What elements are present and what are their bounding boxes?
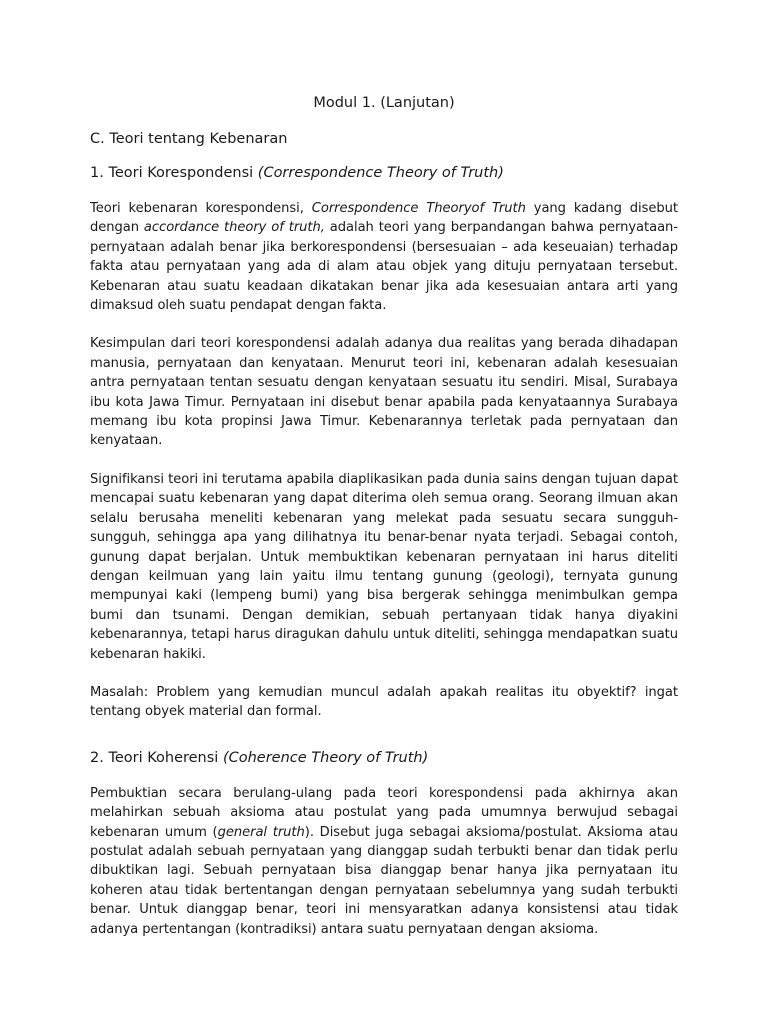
section-heading: C. Teori tentang Kebenaran	[90, 131, 288, 147]
text-run: adalah teori yang berpandangan bahwa pernyataan-pernyataan adalah benar jika berkorespondensi (bersesuaian – ada keseuaian) terhadap fakta atau pernyataan yang ada di alam atau objek yang dituju pernyataan tersebut. Kebenaran atau suatu keadaan dikatakan benar jika ada kesesuaian antara arti yang dimaksud oleh suatu pendapat dengan fakta.	[90, 220, 678, 314]
italic-term: Correspondence Theoryof Truth	[311, 201, 526, 216]
text-run: yang kadang disebut dengan	[90, 201, 678, 236]
theory2-heading	[90, 748, 678, 768]
theory1-paragraph-4: Masalah: Problem yang kemudian muncul adalah apakah realitas itu obyektif? ingat tentang obyek material dan formal.	[90, 684, 678, 720]
theory1-heading	[90, 163, 678, 183]
theory1-paragraph-2: Kesimpulan dari teori korespondensi adalah adanya dua realitas yang berada dihadapan manusia, pernyataan dan kenyataan. Menurut teori ini, kebenaran adalah kesesuaian antra pernyataan tentan sesuatu dengan kenyataan sesuatu itu sendiri. Misal, Surabaya ibu kota Jawa Timur. Pernyataan ini disebut benar apabila pada kenyataannya Surabaya memang ibu kota propinsi Jawa Timur. Kebenarannya terletak pada pernyataan dan kenyataan.	[90, 336, 678, 449]
text-run: Teori kebenaran korespondensi,	[90, 201, 312, 216]
theory1-heading-italic: (Correspondence Theory of Truth)	[257, 165, 504, 181]
theory1-paragraph-1	[90, 199, 678, 315]
text-run: Pembuktian secara berulang-ulang pada teori korespondensi pada akhirnya akan melahirkan sebuah aksioma atau postulat yang pada umumnya berwujud sebagai kebenaran umum (	[90, 785, 678, 840]
italic-term: general truth	[217, 824, 305, 840]
theory2-heading-italic: (Coherence Theory of Truth)	[222, 749, 429, 766]
italic-term: accordance theory of truth,	[143, 220, 325, 236]
theory2-paragraph-1	[90, 784, 678, 939]
theory2-heading-number: 2. Teori Koherensi	[90, 749, 223, 766]
theory1-heading-number: 1. Teori Korespondensi	[90, 165, 258, 181]
module-title: Modul 1. (Lanjutan)	[313, 95, 455, 111]
text-run: ). Disebut juga sebagai aksioma/postulat. Aksioma atau postulat adalah sebuah pernyataan yang dianggap sudah terbukti benar dan tidak perlu dibuktikan lagi. Sebuah pernyataan bisa dianggap benar hanya jika pernyataan itu koheren atau tidak bertentangan dengan pernyataan sebelumnya yang sudah terbukti benar. Untuk dianggap benar, teori ini mensyaratkan adanya konsistensi atau tidak adanya pertentangan (kontradiksi) antara suatu pernyataan dengan aksioma.	[90, 824, 679, 937]
theory1-paragraph-3: Signifikansi teori ini terutama apabila diaplikasikan pada dunia sains dengan tujuan dapat mencapai suatu kebenaran yang dapat diterima oleh semua orang. Seorang ilmuan akan selalu berusaha meneliti kebenaran yang melekat pada sesuatu secara sungguh-sungguh, sehingga apa yang dilihatnya itu benar-benar nyata terjadi. Sebagai contoh, gunung dapat berjalan. Untuk membuktikan kebenaran pernyataan ini harus diteliti dengan keilmuan yang lain yaitu ilmu tentang gunung (geologi), ternyata gunung mempunyai kaki (lempeng bumi) yang bisa bergerak sehingga menimbulkan gempa bumi dan tsunami. Dengan demikian, sebuah pertanyaan tidak hanya diyakini kebenarannya, tetapi harus diragukan dahulu untuk diteliti, sehingga mendapatkan suatu kebenaran hakiki.	[90, 471, 678, 662]
